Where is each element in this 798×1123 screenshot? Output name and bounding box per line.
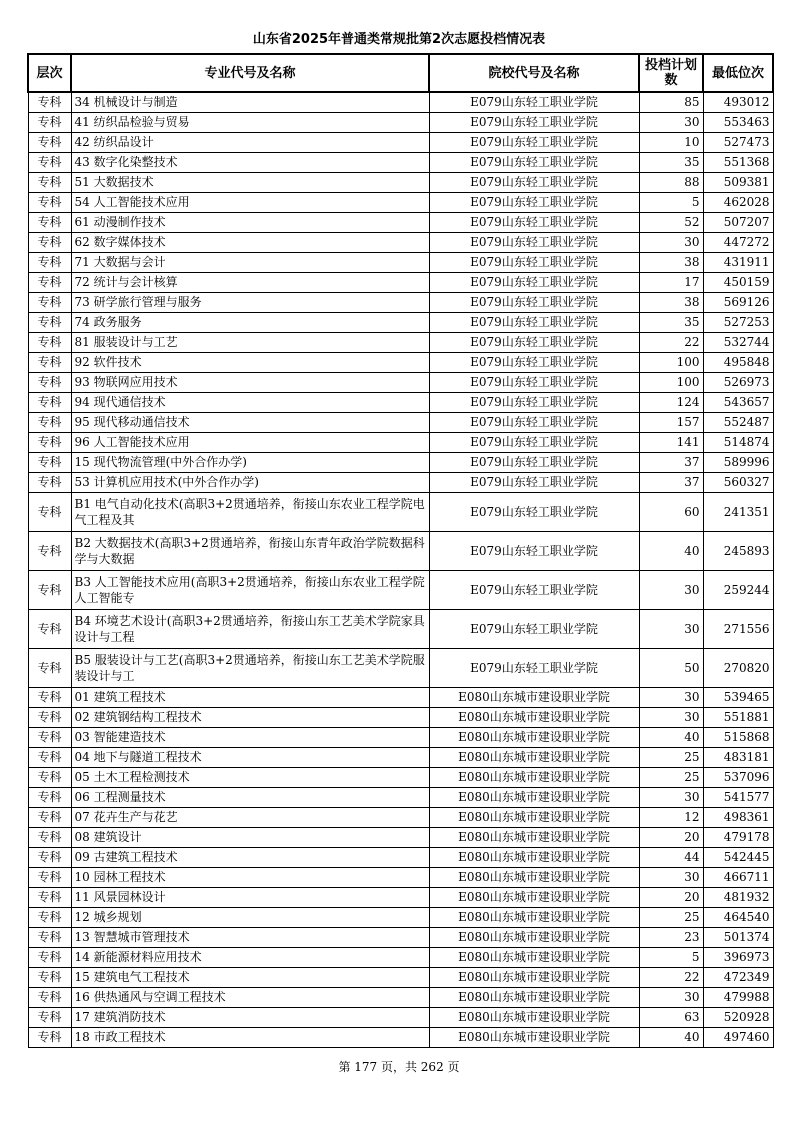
rank-cell: 493012 [703, 92, 773, 113]
school-cell: E080山东城市建设职业学院 [429, 1028, 639, 1048]
plan-cell: 157 [639, 413, 703, 433]
school-cell: E079山东轻工职业学院 [429, 353, 639, 373]
plan-cell: 52 [639, 213, 703, 233]
rank-cell: 479988 [703, 988, 773, 1008]
plan-cell: 30 [639, 988, 703, 1008]
school-cell: E080山东城市建设职业学院 [429, 988, 639, 1008]
major-cell: B3 人工智能技术应用(高职3+2贯通培养，衔接山东农业工程学院人工智能专 [71, 571, 429, 610]
plan-cell: 30 [639, 868, 703, 888]
rank-cell: 497460 [703, 1028, 773, 1048]
school-cell: E080山东城市建设职业学院 [429, 888, 639, 908]
major-cell: 02 建筑钢结构工程技术 [71, 708, 429, 728]
header-row [28, 54, 773, 92]
plan-cell: 37 [639, 453, 703, 473]
header-plan: 投档计划数 [639, 54, 703, 92]
plan-cell: 30 [639, 113, 703, 133]
table-row [28, 788, 773, 808]
table-row [28, 948, 773, 968]
rank-cell: 507207 [703, 213, 773, 233]
table-row [28, 649, 773, 688]
level-cell: 专科 [28, 808, 71, 828]
table-row [28, 273, 773, 293]
school-cell: E079山东轻工职业学院 [429, 493, 639, 532]
rank-cell: 541577 [703, 788, 773, 808]
table-row [28, 153, 773, 173]
level-cell: 专科 [28, 493, 71, 532]
rank-cell: 466711 [703, 868, 773, 888]
table-row [28, 493, 773, 532]
table-row [28, 848, 773, 868]
table-row [28, 233, 773, 253]
plan-cell: 88 [639, 173, 703, 193]
rank-cell: 560327 [703, 473, 773, 493]
table-row [28, 728, 773, 748]
level-cell: 专科 [28, 968, 71, 988]
major-cell: 53 计算机应用技术(中外合作办学) [71, 473, 429, 493]
school-cell: E080山东城市建设职业学院 [429, 708, 639, 728]
level-cell: 专科 [28, 948, 71, 968]
major-cell: 10 园林工程技术 [71, 868, 429, 888]
plan-cell: 30 [639, 708, 703, 728]
plan-cell: 40 [639, 532, 703, 571]
rank-cell: 271556 [703, 610, 773, 649]
school-cell: E080山东城市建设职业学院 [429, 948, 639, 968]
school-cell: E079山东轻工职业学院 [429, 473, 639, 493]
major-cell: 34 机械设计与制造 [71, 92, 429, 113]
plan-cell: 10 [639, 133, 703, 153]
rank-cell: 450159 [703, 273, 773, 293]
major-cell: 62 数字媒体技术 [71, 233, 429, 253]
major-cell: 03 智能建造技术 [71, 728, 429, 748]
level-cell: 专科 [28, 233, 71, 253]
table-row [28, 333, 773, 353]
table-row [28, 92, 773, 113]
major-cell: B2 大数据技术(高职3+2贯通培养，衔接山东青年政治学院数据科学与大数据 [71, 532, 429, 571]
school-cell: E079山东轻工职业学院 [429, 133, 639, 153]
plan-cell: 25 [639, 768, 703, 788]
level-cell: 专科 [28, 273, 71, 293]
table-body [28, 92, 773, 1048]
plan-cell: 5 [639, 193, 703, 213]
table-row [28, 988, 773, 1008]
table-row [28, 968, 773, 988]
plan-cell: 20 [639, 888, 703, 908]
table-row [28, 868, 773, 888]
rank-cell: 464540 [703, 908, 773, 928]
table-row [28, 532, 773, 571]
level-cell: 专科 [28, 888, 71, 908]
rank-cell: 498361 [703, 808, 773, 828]
school-cell: E079山东轻工职业学院 [429, 649, 639, 688]
rank-cell: 509381 [703, 173, 773, 193]
table-row [28, 133, 773, 153]
rank-cell: 569126 [703, 293, 773, 313]
school-cell: E079山东轻工职业学院 [429, 333, 639, 353]
school-cell: E080山东城市建设职业学院 [429, 808, 639, 828]
plan-cell: 30 [639, 571, 703, 610]
table-row [28, 808, 773, 828]
major-cell: 13 智慧城市管理技术 [71, 928, 429, 948]
rank-cell: 472349 [703, 968, 773, 988]
rank-cell: 270820 [703, 649, 773, 688]
rank-cell: 527473 [703, 133, 773, 153]
plan-cell: 5 [639, 948, 703, 968]
level-cell: 专科 [28, 193, 71, 213]
plan-cell: 100 [639, 373, 703, 393]
table-row [28, 433, 773, 453]
level-cell: 专科 [28, 473, 71, 493]
school-cell: E079山东轻工职业学院 [429, 413, 639, 433]
school-cell: E079山东轻工职业学院 [429, 173, 639, 193]
plan-cell: 85 [639, 92, 703, 113]
admission-table [27, 53, 774, 1048]
plan-cell: 30 [639, 788, 703, 808]
major-cell: B1 电气自动化技术(高职3+2贯通培养，衔接山东农业工程学院电气工程及其 [71, 493, 429, 532]
school-cell: E079山东轻工职业学院 [429, 233, 639, 253]
plan-cell: 35 [639, 313, 703, 333]
level-cell: 专科 [28, 113, 71, 133]
plan-cell: 38 [639, 253, 703, 273]
school-cell: E079山东轻工职业学院 [429, 293, 639, 313]
rank-cell: 447272 [703, 233, 773, 253]
school-cell: E079山东轻工职业学院 [429, 153, 639, 173]
level-cell: 专科 [28, 532, 71, 571]
level-cell: 专科 [28, 433, 71, 453]
school-cell: E079山东轻工职业学院 [429, 273, 639, 293]
school-cell: E080山东城市建设职业学院 [429, 868, 639, 888]
plan-cell: 60 [639, 493, 703, 532]
level-cell: 专科 [28, 413, 71, 433]
table-row [28, 413, 773, 433]
level-cell: 专科 [28, 253, 71, 273]
level-cell: 专科 [28, 928, 71, 948]
major-cell: 11 风景园林设计 [71, 888, 429, 908]
level-cell: 专科 [28, 153, 71, 173]
level-cell: 专科 [28, 988, 71, 1008]
plan-cell: 30 [639, 610, 703, 649]
school-cell: E080山东城市建设职业学院 [429, 748, 639, 768]
major-cell: 96 人工智能技术应用 [71, 433, 429, 453]
school-cell: E079山东轻工职业学院 [429, 610, 639, 649]
level-cell: 专科 [28, 1008, 71, 1028]
header-level: 层次 [28, 54, 71, 92]
level-cell: 专科 [28, 748, 71, 768]
level-cell: 专科 [28, 393, 71, 413]
school-cell: E079山东轻工职业学院 [429, 113, 639, 133]
major-cell: 06 工程测量技术 [71, 788, 429, 808]
plan-cell: 22 [639, 968, 703, 988]
level-cell: 专科 [28, 173, 71, 193]
level-cell: 专科 [28, 373, 71, 393]
school-cell: E079山东轻工职业学院 [429, 453, 639, 473]
rank-cell: 532744 [703, 333, 773, 353]
rank-cell: 515868 [703, 728, 773, 748]
plan-cell: 44 [639, 848, 703, 868]
rank-cell: 241351 [703, 493, 773, 532]
major-cell: 42 纺织品设计 [71, 133, 429, 153]
school-cell: E080山东城市建设职业学院 [429, 728, 639, 748]
table-row [28, 293, 773, 313]
rank-cell: 537096 [703, 768, 773, 788]
school-cell: E080山东城市建设职业学院 [429, 1008, 639, 1028]
level-cell: 专科 [28, 848, 71, 868]
level-cell: 专科 [28, 908, 71, 928]
rank-cell: 551881 [703, 708, 773, 728]
school-cell: E079山东轻工职业学院 [429, 313, 639, 333]
rank-cell: 259244 [703, 571, 773, 610]
school-cell: E079山东轻工职业学院 [429, 193, 639, 213]
plan-cell: 20 [639, 828, 703, 848]
major-cell: 16 供热通风与空调工程技术 [71, 988, 429, 1008]
major-cell: 95 现代移动通信技术 [71, 413, 429, 433]
rank-cell: 495848 [703, 353, 773, 373]
level-cell: 专科 [28, 688, 71, 708]
table-row [28, 1008, 773, 1028]
rank-cell: 543657 [703, 393, 773, 413]
plan-cell: 17 [639, 273, 703, 293]
school-cell: E079山东轻工职业学院 [429, 532, 639, 571]
plan-cell: 35 [639, 153, 703, 173]
level-cell: 专科 [28, 353, 71, 373]
level-cell: 专科 [28, 728, 71, 748]
major-cell: 92 软件技术 [71, 353, 429, 373]
major-cell: 09 古建筑工程技术 [71, 848, 429, 868]
rank-cell: 552487 [703, 413, 773, 433]
table-row [28, 571, 773, 610]
plan-cell: 63 [639, 1008, 703, 1028]
school-cell: E079山东轻工职业学院 [429, 253, 639, 273]
table-row [28, 610, 773, 649]
rank-cell: 520928 [703, 1008, 773, 1028]
rank-cell: 527253 [703, 313, 773, 333]
plan-cell: 40 [639, 1028, 703, 1048]
table-row [28, 828, 773, 848]
school-cell: E080山东城市建设职业学院 [429, 788, 639, 808]
table-row [28, 373, 773, 393]
school-cell: E079山东轻工职业学院 [429, 433, 639, 453]
major-cell: 15 建筑电气工程技术 [71, 968, 429, 988]
rank-cell: 501374 [703, 928, 773, 948]
table-row [28, 173, 773, 193]
school-cell: E080山东城市建设职业学院 [429, 828, 639, 848]
page-number: 第 177 页，共 262 页 [338, 1060, 460, 1074]
major-cell: 18 市政工程技术 [71, 1028, 429, 1048]
rank-cell: 589996 [703, 453, 773, 473]
level-cell: 专科 [28, 92, 71, 113]
school-cell: E080山东城市建设职业学院 [429, 928, 639, 948]
table-row [28, 473, 773, 493]
table-row [28, 908, 773, 928]
table-row [28, 453, 773, 473]
plan-cell: 124 [639, 393, 703, 413]
table-row [28, 253, 773, 273]
school-cell: E079山东轻工职业学院 [429, 393, 639, 413]
level-cell: 专科 [28, 1028, 71, 1048]
level-cell: 专科 [28, 313, 71, 333]
school-cell: E080山东城市建设职业学院 [429, 688, 639, 708]
rank-cell: 539465 [703, 688, 773, 708]
major-cell: 51 大数据技术 [71, 173, 429, 193]
table-row [28, 113, 773, 133]
header-major: 专业代号及名称 [71, 54, 429, 92]
school-cell: E080山东城市建设职业学院 [429, 768, 639, 788]
major-cell: 41 纺织品检验与贸易 [71, 113, 429, 133]
major-cell: 73 研学旅行管理与服务 [71, 293, 429, 313]
school-cell: E079山东轻工职业学院 [429, 213, 639, 233]
plan-cell: 25 [639, 908, 703, 928]
school-cell: E079山东轻工职业学院 [429, 571, 639, 610]
level-cell: 专科 [28, 293, 71, 313]
plan-cell: 25 [639, 748, 703, 768]
plan-cell: 22 [639, 333, 703, 353]
level-cell: 专科 [28, 828, 71, 848]
major-cell: 14 新能源材料应用技术 [71, 948, 429, 968]
header-rank: 最低位次 [703, 54, 773, 92]
rank-cell: 526973 [703, 373, 773, 393]
rank-cell: 462028 [703, 193, 773, 213]
major-cell: B5 服装设计与工艺(高职3+2贯通培养，衔接山东工艺美术学院服装设计与工 [71, 649, 429, 688]
major-cell: 08 建筑设计 [71, 828, 429, 848]
rank-cell: 483181 [703, 748, 773, 768]
table-row [28, 1028, 773, 1048]
rank-cell: 542445 [703, 848, 773, 868]
plan-cell: 12 [639, 808, 703, 828]
table-row [28, 708, 773, 728]
table-row [28, 213, 773, 233]
table-row [28, 888, 773, 908]
table-row [28, 193, 773, 213]
plan-cell: 30 [639, 688, 703, 708]
level-cell: 专科 [28, 610, 71, 649]
major-cell: 94 现代通信技术 [71, 393, 429, 413]
level-cell: 专科 [28, 708, 71, 728]
plan-cell: 37 [639, 473, 703, 493]
major-cell: 17 建筑消防技术 [71, 1008, 429, 1028]
major-cell: 04 地下与隧道工程技术 [71, 748, 429, 768]
rank-cell: 481932 [703, 888, 773, 908]
major-cell: 71 大数据与会计 [71, 253, 429, 273]
table-row [28, 688, 773, 708]
table-row [28, 928, 773, 948]
school-cell: E079山东轻工职业学院 [429, 373, 639, 393]
major-cell: 12 城乡规划 [71, 908, 429, 928]
major-cell: 54 人工智能技术应用 [71, 193, 429, 213]
rank-cell: 553463 [703, 113, 773, 133]
major-cell: B4 环境艺术设计(高职3+2贯通培养，衔接山东工艺美术学院家具设计与工程 [71, 610, 429, 649]
plan-cell: 38 [639, 293, 703, 313]
level-cell: 专科 [28, 571, 71, 610]
level-cell: 专科 [28, 213, 71, 233]
major-cell: 07 花卉生产与花艺 [71, 808, 429, 828]
rank-cell: 431911 [703, 253, 773, 273]
header-school: 院校代号及名称 [429, 54, 639, 92]
school-cell: E080山东城市建设职业学院 [429, 908, 639, 928]
plan-cell: 50 [639, 649, 703, 688]
level-cell: 专科 [28, 649, 71, 688]
school-cell: E080山东城市建设职业学院 [429, 848, 639, 868]
rank-cell: 479178 [703, 828, 773, 848]
major-cell: 61 动漫制作技术 [71, 213, 429, 233]
page-title: 山东省2025年普通类常规批第2次志愿投档情况表 [252, 32, 546, 47]
level-cell: 专科 [28, 133, 71, 153]
major-cell: 74 政务服务 [71, 313, 429, 333]
table-row [28, 393, 773, 413]
school-cell: E079山东轻工职业学院 [429, 92, 639, 113]
major-cell: 72 统计与会计核算 [71, 273, 429, 293]
major-cell: 15 现代物流管理(中外合作办学) [71, 453, 429, 473]
plan-cell: 40 [639, 728, 703, 748]
table-row [28, 353, 773, 373]
table-row [28, 313, 773, 333]
major-cell: 05 土木工程检测技术 [71, 768, 429, 788]
school-cell: E080山东城市建设职业学院 [429, 968, 639, 988]
rank-cell: 245893 [703, 532, 773, 571]
major-cell: 81 服装设计与工艺 [71, 333, 429, 353]
level-cell: 专科 [28, 768, 71, 788]
level-cell: 专科 [28, 333, 71, 353]
plan-cell: 141 [639, 433, 703, 453]
rank-cell: 551368 [703, 153, 773, 173]
level-cell: 专科 [28, 453, 71, 473]
plan-cell: 30 [639, 233, 703, 253]
level-cell: 专科 [28, 868, 71, 888]
plan-cell: 23 [639, 928, 703, 948]
major-cell: 43 数字化染整技术 [71, 153, 429, 173]
major-cell: 93 物联网应用技术 [71, 373, 429, 393]
table-row [28, 768, 773, 788]
major-cell: 01 建筑工程技术 [71, 688, 429, 708]
table-row [28, 748, 773, 768]
rank-cell: 396973 [703, 948, 773, 968]
level-cell: 专科 [28, 788, 71, 808]
rank-cell: 514874 [703, 433, 773, 453]
plan-cell: 100 [639, 353, 703, 373]
